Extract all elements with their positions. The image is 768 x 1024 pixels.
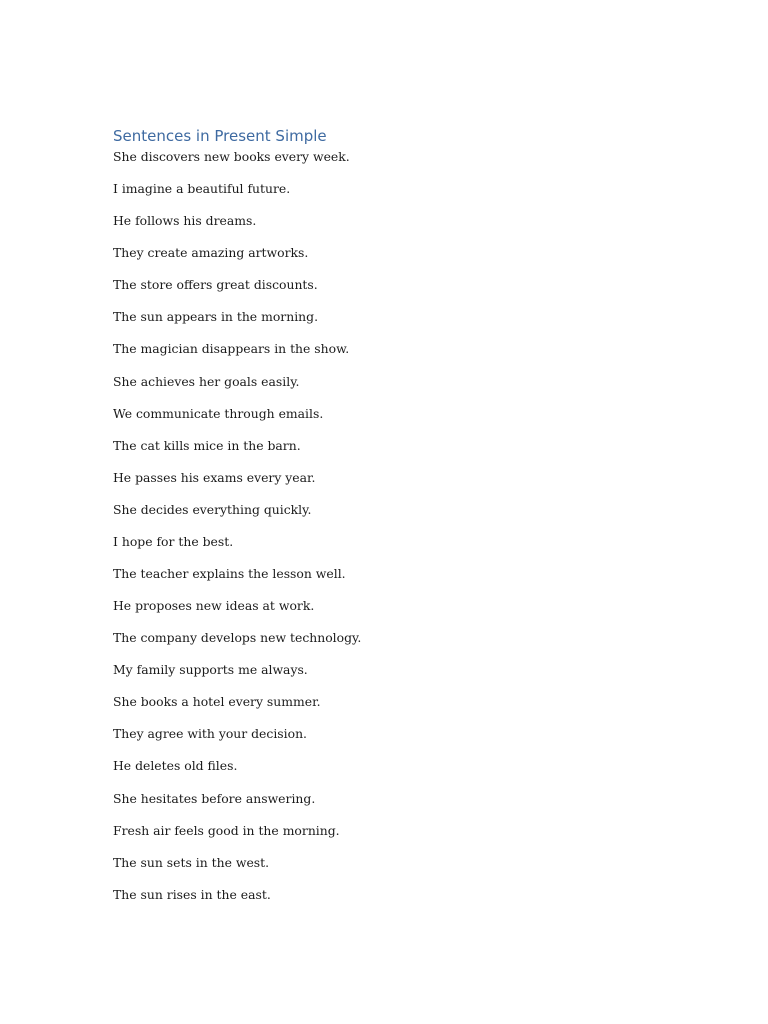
sentence-line: My family supports me always. [113,662,308,678]
sentence-line: They create amazing artworks. [113,245,309,261]
sentence-line: The sun sets in the west. [113,854,270,870]
sentence-list [113,147,673,917]
sentence-line: The sun appears in the morning. [113,309,319,325]
sentence-line: We communicate through emails. [113,405,324,421]
sentence-line: They agree with your decision. [113,726,307,742]
sentence-line: The cat kills mice in the barn. [113,437,301,453]
sentence-line: He proposes new ideas at work. [113,598,315,614]
sentence-line: She hesitates before answering. [113,790,316,806]
sentence-line: He passes his exams every year. [113,469,316,485]
sentence-line: She discovers new books every week. [113,149,350,164]
sentence-line: I imagine a beautiful future. [113,181,291,197]
sentence-line: I hope for the best. [113,533,234,549]
document-body [113,125,673,917]
document-heading: Sentences in Present Simple [113,127,327,145]
sentence-line: Fresh air feels good in the morning. [113,822,340,838]
sentence-line: She achieves her goals easily. [113,373,300,389]
sentence-line: He deletes old files. [113,758,238,774]
sentence-line: The store offers great discounts. [113,277,318,293]
sentence-line: She decides everything quickly. [113,501,312,517]
sentence-line: She books a hotel every summer. [113,694,321,710]
sentence-line: The teacher explains the lesson well. [113,566,346,582]
sentence-line: The sun rises in the east. [113,886,271,902]
sentence-line: The company develops new technology. [113,630,362,646]
sentence-line: He follows his dreams. [113,213,257,229]
sentence-line: The magician disappears in the show. [113,341,350,357]
